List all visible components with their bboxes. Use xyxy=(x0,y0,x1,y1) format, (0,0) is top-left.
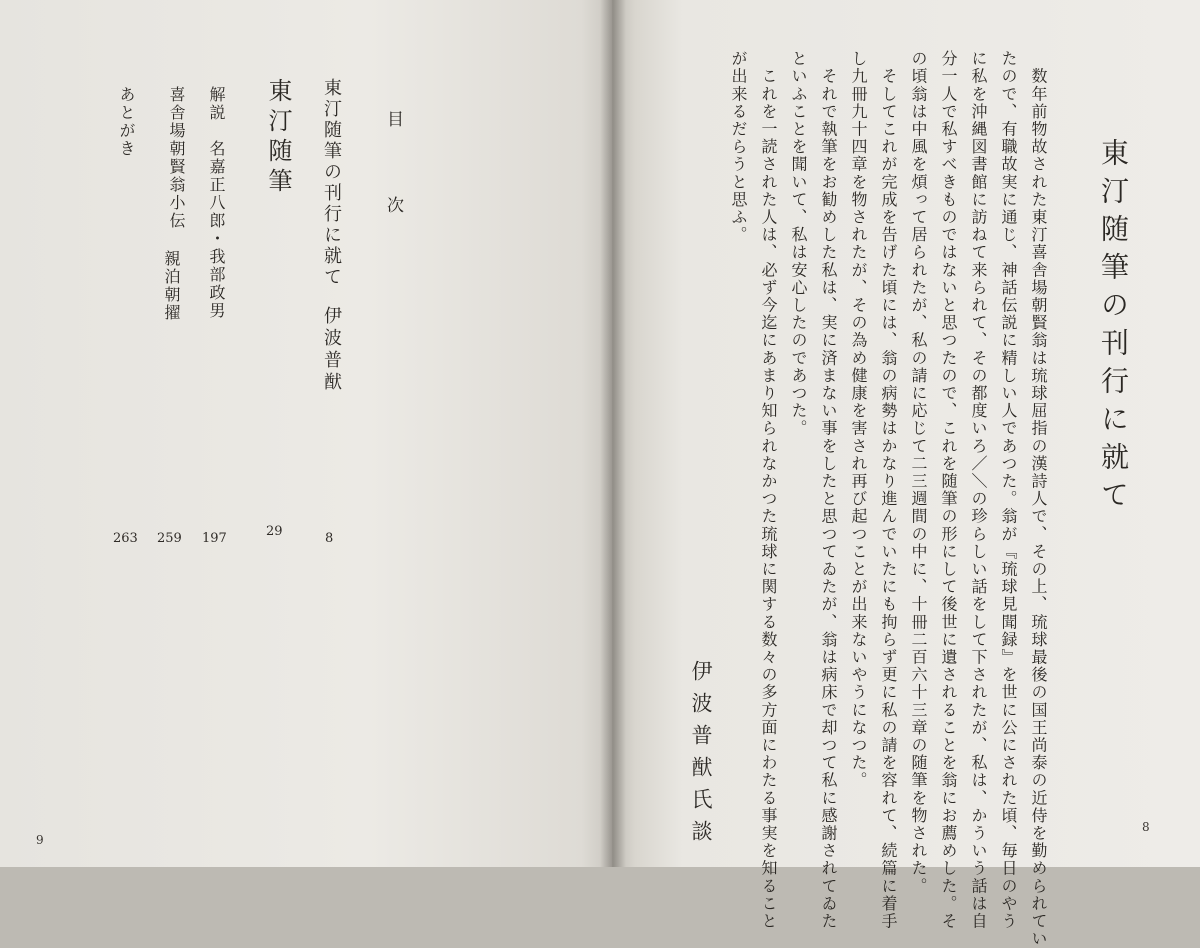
essay-line: そしてこれが完成を告げた頃には、翁の病勢はかなり進んでいたにも拘らず更に私の請を容れて、続篇に着手 xyxy=(879,50,898,930)
toc-heading: 目 次 xyxy=(383,110,403,239)
book-gutter xyxy=(600,0,626,867)
essay-title: 東汀随筆の刊行に就て xyxy=(1097,138,1130,518)
essay-line: それで執筆をお勧めした私は、実に済まない事をしたと思つてゐたが、翁は病床で却つて私に感謝されてゐた xyxy=(819,50,838,930)
toc-entry-page: 29 xyxy=(266,524,283,539)
essay-line: に私を沖縄図書館に訪ねて来られて、その都度いろ／＼の珍らしい話をして下されたが、私は、かういう話は自 xyxy=(969,50,988,930)
toc-entry-author: 伊波普猷 xyxy=(321,306,342,394)
toc-entry-author: 親泊朝擢 xyxy=(162,250,181,322)
toc-entry-title: 喜舎場朝賢翁小伝 xyxy=(167,86,186,230)
toc-entry-title: 東汀随筆 xyxy=(264,78,292,198)
essay-line: といふことを聞いて、私は安心したのであつた。 xyxy=(789,50,808,438)
toc-entry-page: 259 xyxy=(157,531,182,546)
toc-entry-title: 解説 名嘉正八郎・我部政男 xyxy=(207,86,226,320)
essay-line: の頃翁は中風を煩って居られたが、私の請に応じて二三週間の中に、十冊二百六十三章の随筆を物された。 xyxy=(909,50,928,895)
essay-line: し九冊九十四章を物されたが、その為め健康を害され再び起つことが出来ないやうになつた。 xyxy=(849,50,868,790)
left-page-contents xyxy=(0,0,612,867)
essay-line: 数年前物故された東汀喜舎場朝賢翁は琉球屈指の漢詩人で、その上、琉球最後の国王尚泰の近侍を勤められてい xyxy=(1029,50,1048,948)
essay-signature: 伊波普猷氏談 xyxy=(689,660,713,852)
toc-entry-page: 8 xyxy=(325,531,334,546)
toc-entry-title: あとがき xyxy=(117,86,136,158)
right-page-essay xyxy=(612,0,1200,948)
toc-entry-title: 東汀随筆の刊行に就て xyxy=(321,78,342,288)
page-number-left: 9 xyxy=(36,833,44,847)
toc-entry-page: 263 xyxy=(113,531,138,546)
essay-line: が出来るだらうと思ふ。 xyxy=(729,50,748,244)
essay-line: これを一読された人は、必ず今迄にあまり知られなかつた琉球に関する数々の多方面にわたる事実を知ること xyxy=(759,50,778,930)
essay-line: たので、有職故実に通じ、神話伝説に精しい人であつた。翁が『琉球見聞録』を世に公にされた頃、毎日のやう xyxy=(999,50,1018,930)
toc-entry-page: 197 xyxy=(202,531,227,546)
essay-line: 分一人で私すべきものではないと思つたので、これを随筆の形にして後世に遺されることを翁にお薦めした。そ xyxy=(939,50,958,930)
page-number-right: 8 xyxy=(1142,820,1150,834)
